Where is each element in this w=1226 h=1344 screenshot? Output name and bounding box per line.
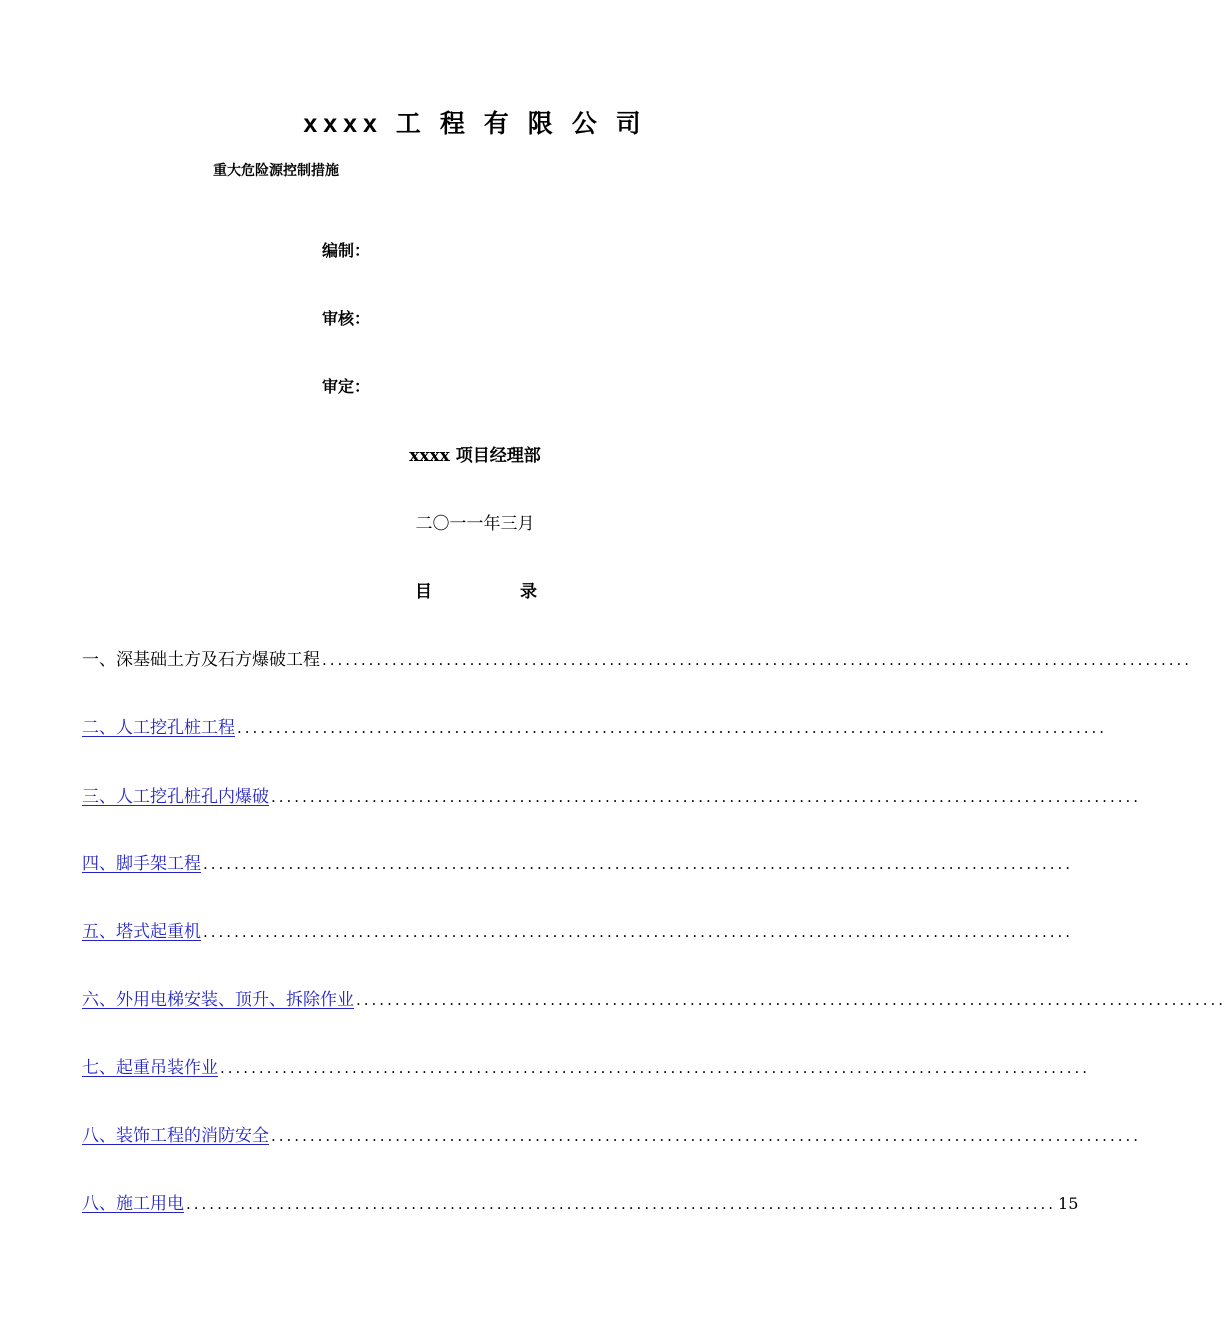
toc-entry[interactable] xyxy=(82,985,1226,1011)
toc-entry-page: 15 xyxy=(1058,1194,1079,1213)
document-date: 二〇一一年三月 xyxy=(415,514,535,534)
toc-entry-link[interactable]: 六、外用电梯安装、顶升、拆除作业 xyxy=(82,990,354,1010)
toc-leader-dots: ................................................................................................................ xyxy=(220,1059,1091,1077)
toc-leader-dots: ................................................................................................................ xyxy=(322,651,1193,669)
toc-heading-right: 录 xyxy=(520,582,537,602)
toc-entry-label: 一、深基础土方及石方爆破工程 xyxy=(82,650,320,670)
toc-leader-dots: ................................................................................................................ xyxy=(271,1127,1142,1145)
toc-entry-link[interactable]: 七、起重吊装作业 xyxy=(82,1058,218,1078)
toc-entry-link[interactable]: 五、塔式起重机 xyxy=(82,922,201,942)
company-title: xxxx 工 程 有 限 公 司 xyxy=(303,110,647,138)
toc-entry-link[interactable]: 八、施工用电 xyxy=(82,1194,184,1214)
toc-entry-link[interactable]: 二、人工挖孔桩工程 xyxy=(82,718,235,738)
toc-leader-dots: ................................................................................................................ xyxy=(203,855,1074,873)
toc-leader-dots: ................................................................................................................ xyxy=(356,991,1226,1009)
toc-entry[interactable] xyxy=(82,849,1074,875)
document-subtitle: 重大危险源控制措施 xyxy=(213,163,339,179)
toc-entry[interactable] xyxy=(82,1053,1091,1079)
department-name: xxxx 项目经理部 xyxy=(409,446,541,466)
toc-entry-link[interactable]: 八、装饰工程的消防安全 xyxy=(82,1126,269,1146)
toc-entry[interactable] xyxy=(82,782,1142,808)
approved-by-label: 审定： xyxy=(322,377,371,396)
toc-entry[interactable] xyxy=(82,713,1108,739)
toc-leader-dots: ................................................................................................................ xyxy=(271,788,1142,806)
toc-leader-dots: ................................................................................................................ xyxy=(237,719,1108,737)
toc-entry-link[interactable]: 四、脚手架工程 xyxy=(82,854,201,874)
toc-entry xyxy=(82,645,1193,671)
toc-entry[interactable] xyxy=(82,917,1074,943)
toc-leader-dots: ................................................................................................................ xyxy=(186,1195,1057,1213)
toc-leader-dots: ................................................................................................................ xyxy=(203,923,1074,941)
toc-entry[interactable] xyxy=(82,1189,1079,1215)
compiled-by-label: 编制： xyxy=(322,241,371,260)
toc-entry[interactable] xyxy=(82,1121,1142,1147)
reviewed-by-label: 审核： xyxy=(322,309,371,328)
toc-entry-link[interactable]: 三、人工挖孔桩孔内爆破 xyxy=(82,787,269,807)
toc-heading-left: 目 xyxy=(415,582,432,602)
